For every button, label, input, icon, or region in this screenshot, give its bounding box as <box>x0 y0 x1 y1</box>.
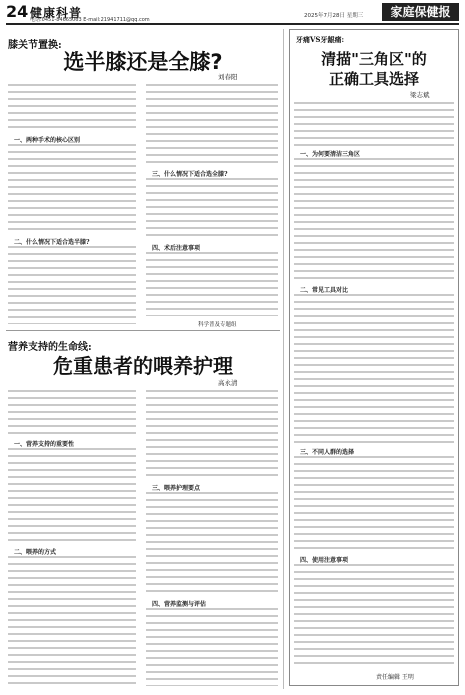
article2-subheading-3: 三、喂养护理要点 <box>152 485 201 492</box>
article2-body-col1-b <box>8 448 136 544</box>
article1-byline: 刘春阳 <box>218 73 238 81</box>
article2-column-label: 营养支持的生命线: <box>8 342 92 353</box>
article2-body-col2-a <box>146 390 278 480</box>
article2-body-col1-c <box>8 556 136 686</box>
article2-subheading-2: 二、喂养的方式 <box>14 549 57 556</box>
right-article-byline: 梁志斌 <box>410 91 430 99</box>
article2-body-col2-c <box>146 608 278 686</box>
right-article-body-e <box>294 564 454 668</box>
article1-headline: 选半膝还是全膝? <box>63 50 223 74</box>
right-article-subheading-3: 三、不同人群的选择 <box>300 449 355 456</box>
article1-subheading-4: 四、术后注意事项 <box>152 245 201 252</box>
page-number: 24 <box>6 2 29 21</box>
issue-date: 2025年7月28日 星期三 <box>304 13 364 19</box>
article2-headline: 危重患者的喂养护理 <box>53 354 233 378</box>
column-divider <box>283 29 284 689</box>
article1-body-col1-c <box>8 246 136 324</box>
article1-body-col1-a <box>8 84 136 132</box>
right-article-body-a <box>294 102 454 146</box>
article1-body-col2-c <box>146 252 278 316</box>
right-article-body-c <box>294 294 454 444</box>
editor-credit: 责任编辑 王明 <box>376 674 414 681</box>
right-article-subheading-1: 一、为何要清洁三角区 <box>300 151 361 158</box>
article2-body-col2-b <box>146 492 278 596</box>
contact-info: 电话:0451-84665063 E-mail:21941711@qq.com <box>30 17 150 23</box>
article1-subheading-2: 二、什么情况下适合选半膝? <box>14 239 90 246</box>
right-article-subheading-4: 四、使用注意事项 <box>300 557 349 564</box>
article1-source: 科学普及专题组 <box>198 322 237 328</box>
article1-column-label: 膝关节置换: <box>8 40 62 51</box>
article2-byline: 高永清 <box>218 379 238 387</box>
right-article-kicker: 牙痛VS牙龈痛: <box>296 35 345 44</box>
right-article-headline-line2: 正确工具选择 <box>328 70 419 88</box>
right-article-subheading-2: 二、常见工具对比 <box>300 287 349 294</box>
article2-subheading-4: 四、营养监测与评估 <box>152 601 207 608</box>
newspaper-brand: 家庭保健报 <box>382 3 459 21</box>
masthead <box>6 3 459 25</box>
article1-subheading-3: 三、什么情况下适合选全膝? <box>152 171 228 178</box>
article1-subheading-1: 一、两种手术的核心区别 <box>14 137 81 144</box>
article1-body-col1-b <box>8 144 136 234</box>
article1-body-col2-b <box>146 178 278 240</box>
right-article-body-b <box>294 158 454 282</box>
article1-body-col2-a <box>146 84 278 166</box>
article2-subheading-1: 一、营养支持的重要性 <box>14 441 75 448</box>
article2-body-col1-a <box>8 390 136 436</box>
section-title: 健康科普 <box>30 6 83 20</box>
right-article-body-d <box>294 456 454 552</box>
right-article-headline-line1: 清描"三角区"的 <box>321 50 427 68</box>
article-divider <box>6 330 280 331</box>
